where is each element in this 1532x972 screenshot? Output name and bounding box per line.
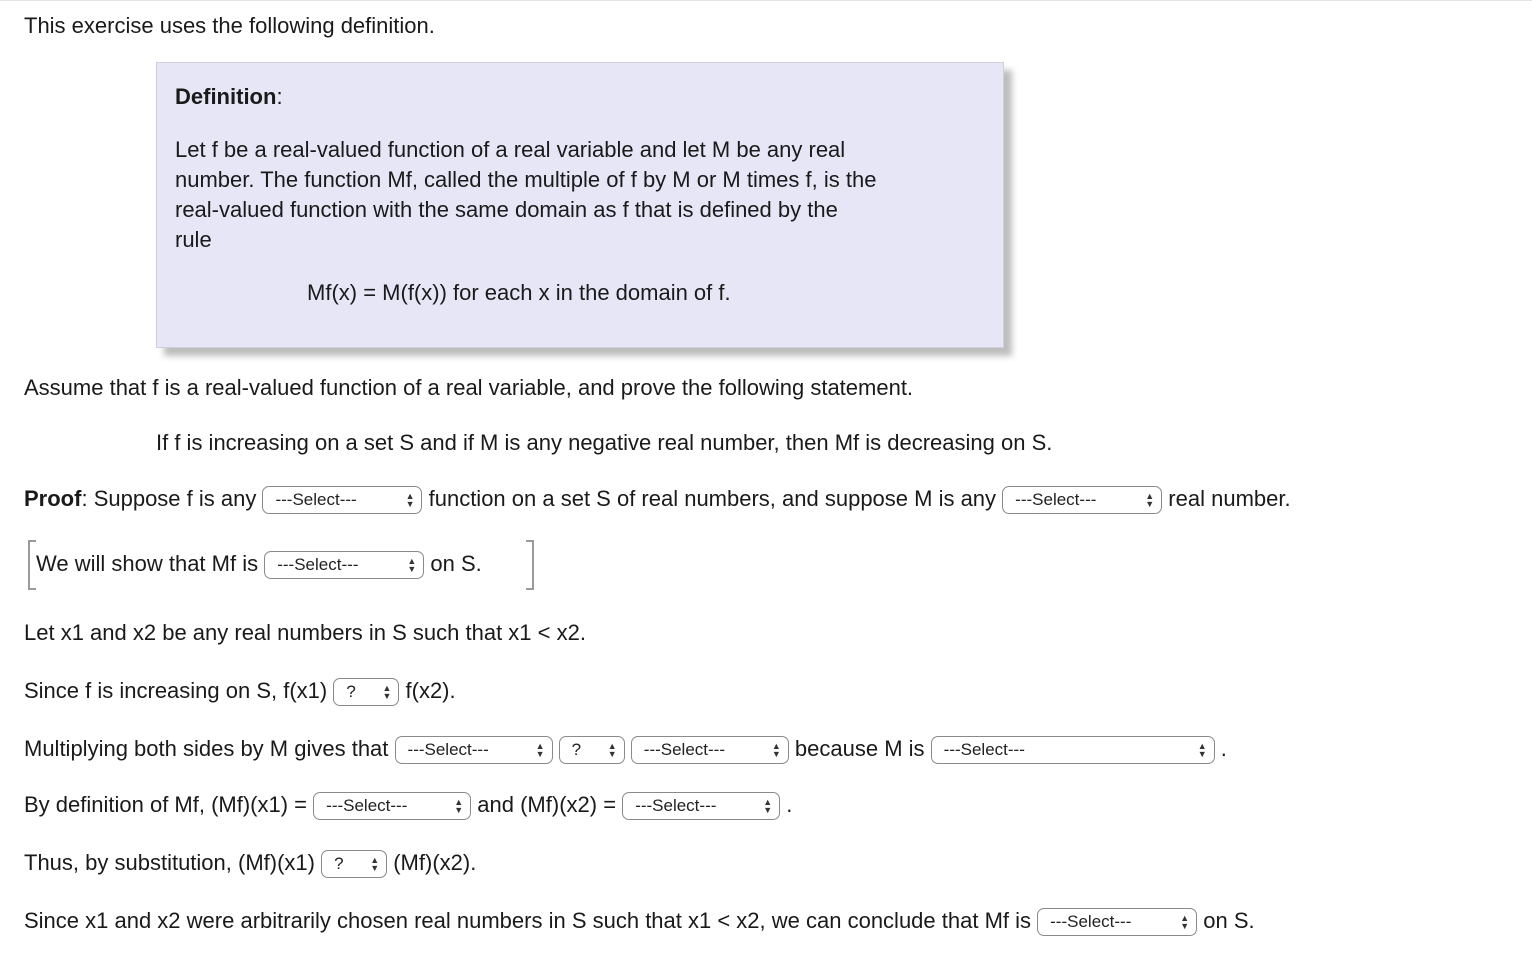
top-divider xyxy=(0,0,1532,1)
goal-select[interactable]: ---Select--- ▲ ▼ xyxy=(264,551,424,579)
select-arrows-icon: ▲ ▼ xyxy=(763,797,773,816)
m-sign-select[interactable]: ---Select--- ▲ ▼ xyxy=(1002,486,1162,514)
proof-line-5: Multiplying both sides by M gives that ---Select--- ▲ ▼ ? ▲ ▼ ---Select--- ▲ ▼ because M is ---Select--- ▲ ▼ . xyxy=(24,734,1227,764)
select-arrows-icon: ▲ ▼ xyxy=(1145,491,1155,510)
select-arrows-icon: ▲ ▼ xyxy=(454,797,464,816)
assumption-text: Assume that f is a real-valued function of a real variable, and prove the following statement. xyxy=(24,375,914,400)
mf-x1-select[interactable]: ---Select--- ▲ ▼ xyxy=(313,792,471,820)
goal-statement: We will show that Mf is ---Select--- ▲ ▼ on S. xyxy=(36,549,482,579)
proof-line-6: By definition of Mf, (Mf)(x1) = ---Select--- ▲ ▼ and (Mf)(x2) = ---Select--- ▲ ▼ . xyxy=(24,790,792,820)
mf-x2-select[interactable]: ---Select--- ▲ ▼ xyxy=(622,792,780,820)
proof-line-4: Since f is increasing on S, f(x1) ? ▲ ▼ f(x2). xyxy=(24,676,456,706)
proof-line-8: Since x1 and x2 were arbitrarily chosen real numbers in S such that x1 < x2, we can conclude that Mf is ---Select--- ▲ ▼ on S. xyxy=(24,906,1255,936)
select-arrows-icon: ▲ ▼ xyxy=(1197,741,1207,760)
definition-formula: Mf(x) = M(f(x)) for each x in the domain of f. xyxy=(307,280,731,305)
intro-text: This exercise uses the following definition. xyxy=(24,13,435,38)
select-arrows-icon: ▲ ▼ xyxy=(607,741,617,760)
select-arrows-icon: ▲ ▼ xyxy=(407,556,417,575)
select-arrows-icon: ▲ ▼ xyxy=(405,491,415,510)
definition-body: Let f be a real-valued function of a real variable and let M be any real number. The function Mf, called the multiple of f by M or M times f, is the real-valued function with the same domain as f that is defined by the rule xyxy=(175,137,877,252)
reason-select[interactable]: ---Select--- ▲ ▼ xyxy=(931,736,1215,764)
select-arrows-icon: ▲ ▼ xyxy=(535,741,545,760)
inequality-select-1[interactable]: ? ▲ ▼ xyxy=(333,678,399,706)
definition-box xyxy=(156,62,1004,348)
function-type-select[interactable]: ---Select--- ▲ ▼ xyxy=(262,486,422,514)
bracket-left xyxy=(28,540,36,590)
inequality-select-2[interactable]: ? ▲ ▼ xyxy=(559,736,625,764)
inequality-select-3[interactable]: ? ▲ ▼ xyxy=(321,850,387,878)
select-arrows-icon: ▲ ▼ xyxy=(1180,913,1190,932)
bracket-right xyxy=(526,540,534,590)
statement-text: If f is increasing on a set S and if M is any negative real number, then Mf is decreasing on S. xyxy=(156,430,1053,455)
select-arrows-icon: ▲ ▼ xyxy=(370,855,380,874)
proof-line-3: Let x1 and x2 be any real numbers in S such that x1 < x2. xyxy=(24,620,586,645)
proof-label: Proof xyxy=(24,486,82,511)
definition-title: Definition: xyxy=(175,84,283,109)
proof-line-1: Proof: Suppose f is any ---Select--- ▲ ▼ function on a set S of real numbers, and suppose M is any ---Select--- ▲ ▼ real number. xyxy=(24,484,1291,514)
proof-line-7: Thus, by substitution, (Mf)(x1) ? ▲ ▼ (Mf)(x2). xyxy=(24,848,476,878)
multiply-left-select[interactable]: ---Select--- ▲ ▼ xyxy=(395,736,553,764)
select-arrows-icon: ▲ ▼ xyxy=(382,683,392,702)
select-arrows-icon: ▲ ▼ xyxy=(771,741,781,760)
conclusion-select[interactable]: ---Select--- ▲ ▼ xyxy=(1037,908,1197,936)
goal-bracket xyxy=(28,540,534,588)
multiply-right-select[interactable]: ---Select--- ▲ ▼ xyxy=(631,736,789,764)
